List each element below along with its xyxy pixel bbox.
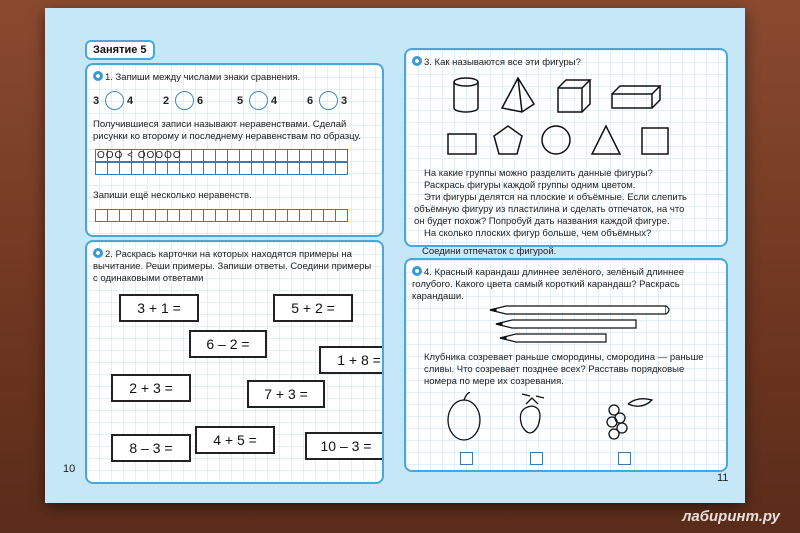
math-card-5[interactable]: 2 + 3 = [111,374,191,402]
question-line: объёмную фигуру из пластилина и сделать отпечаток, на что [414,204,685,215]
cube-shape [558,80,590,112]
pair-b-2: 6 [197,95,204,107]
question-line: он будет похож? Попробуй дать названия каждой фигуре. [414,216,670,227]
question-line: Эти фигуры делятся на плоские и объёмные. Если слепить [424,192,688,203]
pair-b-1: 4 [127,95,134,107]
math-card-4[interactable]: 1 + 8 = [319,346,384,374]
comparison-circle-1[interactable] [105,91,124,110]
watermark: лабиринт.ру [682,508,780,525]
shapes-illustration [446,74,696,164]
flower-icon [93,71,103,81]
workbook-spread [45,8,745,503]
task1-text1: Получившиеся записи называют неравенствами. Сделай рисунки ко второму и последнему неравенствам по образцу. [93,119,361,142]
flower-icon [412,266,422,276]
comparison-circle-2[interactable] [175,91,194,110]
fruits-illustration [442,392,662,444]
plum-icon [448,392,480,440]
task4-instruction: 4. Красный карандаш длиннее зелёного, зелёный длиннее голубого. Какого цвета самый короткий карандаш? Раскрась карандаши. [412,267,684,302]
task3-instruction: 3. Как называются все эти фигуры? [412,56,581,69]
pair-a-3: 5 [237,95,244,107]
flower-icon [93,248,103,258]
math-card-9[interactable]: 10 – 3 = [305,432,384,460]
cylinder-shape [454,78,478,112]
task3-panel [404,48,728,247]
math-card-1[interactable]: 3 + 1 = [119,294,199,322]
left-page [45,8,391,503]
triangle-shape [592,126,620,154]
task1-text2: Запиши ещё несколько неравенств. [93,190,252,201]
prism-shape [612,86,660,108]
task4-text2: Клубника созревает раньше смородины, смородина — раньше сливы. Что созревает позднее всех? Расставь порядковые номера по мере их созревания. [424,352,704,387]
math-card-3[interactable]: 6 – 2 = [189,330,267,358]
pencils-illustration [486,302,676,346]
drawing-strip-2[interactable] [95,162,347,175]
pair-a-4: 6 [307,95,314,107]
order-checkbox-strawberry[interactable] [530,452,543,465]
task2-panel [85,240,384,484]
order-checkbox-plum[interactable] [460,452,473,465]
math-card-7[interactable]: 8 – 3 = [111,434,191,462]
math-card-8[interactable]: 4 + 5 = [195,426,275,454]
pencil-short [500,334,606,342]
circle-shape [542,126,570,154]
inequality-strip[interactable] [95,209,347,222]
math-card-2[interactable]: 5 + 2 = [273,294,353,322]
pencil-medium [496,320,636,328]
task1-panel [85,63,384,237]
question-line: Раскрась фигуры каждой группы одним цветом. [424,180,636,191]
question-line: Соедини отпечаток с фигурой. [422,246,557,257]
flower-icon [412,56,422,66]
pair-b-4: 3 [341,95,348,107]
lesson-title: Занятие 5 [85,40,155,60]
task4-panel [404,258,728,472]
page-number-left: 10 [63,463,76,475]
pyramid-shape [502,78,534,112]
pencil-long [490,306,669,314]
rectangle-shape [448,134,476,154]
task1-instruction: 1. Запиши между числами знаки сравнения. [93,71,373,84]
math-card-6[interactable]: 7 + 3 = [247,380,325,408]
page-number-right: 11 [717,472,729,484]
pair-b-3: 4 [271,95,278,107]
sample-inequality: OOO < OOOOO [97,150,182,161]
comparison-circle-3[interactable] [249,91,268,110]
order-checkbox-currant[interactable] [618,452,631,465]
currant-icon [607,399,652,439]
comparison-circle-4[interactable] [319,91,338,110]
question-line: На какие группы можно разделить данные фигуры? [424,168,653,179]
square-shape [642,128,668,154]
pentagon-shape [494,126,522,154]
pair-a-2: 2 [163,95,170,107]
task2-instruction: 2. Раскрась карточки на которых находятся примеры на вычитание. Реши примеры. Запиши ответы. Соедини примеры с одинаковыми ответами [93,249,372,284]
strawberry-icon [520,394,544,433]
pair-a-1: 3 [93,95,100,107]
question-line: На сколько плоских фигур больше, чем объёмных? [424,228,652,239]
right-page [390,8,745,503]
